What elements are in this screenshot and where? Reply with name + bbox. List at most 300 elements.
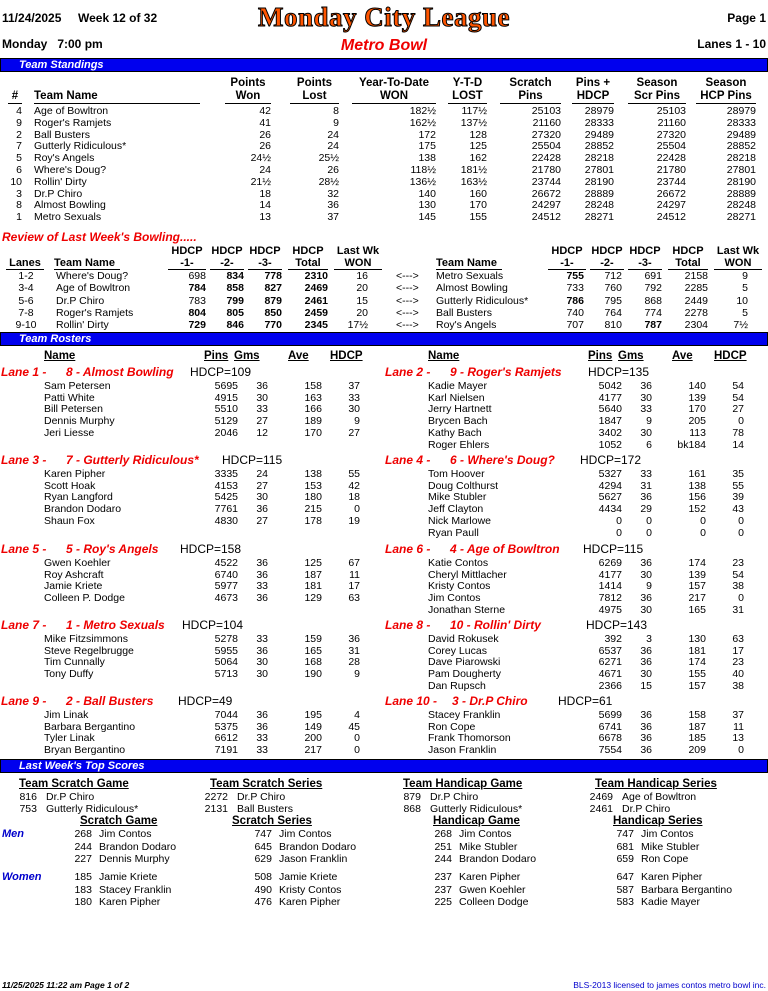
roster-player-games: 36 <box>256 380 268 392</box>
standings-cell: 28271 <box>726 211 756 224</box>
roster-team-hdcp: HDCP=172 <box>580 453 642 467</box>
standings-cell: 25103 <box>531 105 561 117</box>
roster-player-name: Barbara Bergantino <box>44 720 136 733</box>
roster-player-pins: 5510 <box>214 403 238 416</box>
roster-team-name: 4 - Age of Bowltron <box>450 542 560 556</box>
roster-player-pins: 5699 <box>598 709 622 721</box>
standings-cell: 28979 <box>726 105 756 117</box>
review-right-cell: 2449 <box>684 294 708 307</box>
standings-cell: 29489 <box>584 128 614 141</box>
roster-player-games: 36 <box>640 720 652 733</box>
review-arrow: <---> <box>396 306 419 319</box>
roster-player-games: 36 <box>640 557 652 569</box>
standings-cell: 9 <box>333 116 339 129</box>
roster-player-average: 174 <box>688 656 706 669</box>
individual-score-bowler: Jim Contos <box>641 828 694 840</box>
review-right-cell: 10 <box>736 294 748 307</box>
roster-player-average: 155 <box>688 668 706 681</box>
roster-player-hdcp: 9 <box>354 668 360 681</box>
roster-player-average: 158 <box>304 380 322 392</box>
roster-team-hdcp: HDCP=158 <box>180 542 242 556</box>
roster-player-pins: 4975 <box>598 603 622 616</box>
roster-player-hdcp: 0 <box>354 503 360 516</box>
standings-cell: 29489 <box>726 128 756 141</box>
roster-player-name: Roger Ehlers <box>428 438 490 451</box>
roster-player-games: 30 <box>640 668 652 681</box>
roster-player-pins: 6612 <box>214 732 238 745</box>
standings-cell: 21½ <box>250 175 271 188</box>
individual-score-value: 185 <box>74 871 92 883</box>
roster-player-games: 6 <box>646 438 652 451</box>
standings-cell: 28889 <box>584 187 614 200</box>
roster-player-average: 178 <box>304 514 322 527</box>
review-left-cell: 2461 <box>304 294 328 307</box>
review-right-cell: 2158 <box>684 270 708 282</box>
roster-team-hdcp: HDCP=104 <box>182 618 244 632</box>
roster-player-hdcp: 35 <box>732 468 744 480</box>
roster-player-hdcp: 31 <box>348 644 360 657</box>
roster-player-games: 24 <box>256 468 268 480</box>
roster-player-pins: 4177 <box>598 391 622 404</box>
review-right-cell: 2304 <box>684 319 708 332</box>
roster-player-games: 30 <box>256 491 268 504</box>
roster-player-average: 157 <box>688 679 706 692</box>
roster-player-average: bk184 <box>677 438 706 451</box>
review-header-won: Last Wk WON <box>336 245 380 269</box>
individual-score-value: 183 <box>74 883 92 896</box>
roster-player-hdcp: 33 <box>348 391 360 404</box>
roster-player-games: 33 <box>256 633 268 645</box>
review-right-cell: 740 <box>566 306 584 319</box>
roster-player-pins: 4830 <box>214 514 238 527</box>
roster-player-games: 27 <box>256 415 268 428</box>
roster-player-hdcp: 37 <box>732 709 744 721</box>
review-right-cell: 755 <box>566 270 584 282</box>
individual-score-value: 659 <box>616 853 634 866</box>
roster-player-games: 36 <box>640 656 652 669</box>
team-score-title: Team Scratch Game <box>19 778 129 790</box>
roster-player-pins: 3402 <box>598 426 622 439</box>
roster-player-games: 0 <box>646 526 652 539</box>
standings-cell: 24 <box>327 140 339 153</box>
individual-score-bowler: Dennis Murphy <box>99 853 170 866</box>
individual-score-bowler: Gwen Koehler <box>459 883 526 896</box>
review-left-cell: 879 <box>264 294 282 307</box>
roster-player-games: 36 <box>256 592 268 605</box>
standings-cell: 181½ <box>460 164 487 176</box>
roster-player-average: 152 <box>688 503 706 516</box>
team-score-title: Team Handicap Series <box>595 778 717 790</box>
standings-cell: 130 <box>418 199 436 212</box>
standings-cell: Roy's Angels <box>34 152 95 165</box>
lanes-range: Lanes 1 - 10 <box>697 37 766 51</box>
review-lanes: 5-6 <box>18 294 34 307</box>
roster-player-name: Nick Marlowe <box>428 514 492 527</box>
standings-cell: 28979 <box>584 105 614 117</box>
roster-player-hdcp: 19 <box>348 514 360 527</box>
review-header-lanes: Lanes <box>9 257 41 269</box>
team-score-value: 2469 <box>589 791 613 803</box>
standings-cell: 24512 <box>531 211 561 224</box>
team-score-team: Age of Bowltron <box>622 791 697 803</box>
standings-header-underline-0 <box>8 103 22 104</box>
roster-player-name: Karen Pipher <box>44 468 106 480</box>
roster-player-hdcp: 36 <box>348 633 360 645</box>
roster-player-average: 200 <box>304 732 322 745</box>
standings-cell: 26 <box>327 164 339 176</box>
roster-player-name: Scott Hoak <box>44 479 96 492</box>
standings-cell: 37 <box>327 211 339 224</box>
roster-player-name: Bryan Bergantino <box>44 744 126 757</box>
standings-cell: 6 <box>16 164 22 176</box>
review-arrow: <---> <box>396 282 419 295</box>
standings-header-underline-5 <box>448 103 487 104</box>
roster-team-hdcp: HDCP=49 <box>178 694 233 708</box>
standings-cell: 8 <box>16 199 22 212</box>
review-header-team: Team Name <box>436 257 497 269</box>
standings-cell: 28271 <box>584 211 614 224</box>
footer-right: BLS-2013 licensed to james contos metro bowl inc. <box>573 980 766 990</box>
individual-score-title: Handicap Series <box>613 815 703 827</box>
standings-cell: 163½ <box>460 175 487 188</box>
roster-player-average: 185 <box>688 732 706 745</box>
roster-player-hdcp: 0 <box>354 744 360 757</box>
roster-player-average: 209 <box>688 744 706 757</box>
review-left-cell: Age of Bowltron <box>56 282 131 295</box>
roster-player-hdcp: 31 <box>732 603 744 616</box>
review-lanes: 9-10 <box>15 319 37 332</box>
roster-player-average: 174 <box>688 557 706 569</box>
report-date: 11/24/2025 <box>2 11 62 25</box>
footer-left: 11/25/2025 11:22 am Page 1 of 2 <box>2 980 130 990</box>
roster-player-pins: 5627 <box>598 491 622 504</box>
roster-player-average: 159 <box>304 633 322 645</box>
roster-player-hdcp: 23 <box>732 557 744 569</box>
roster-player-average: 180 <box>304 491 322 504</box>
roster-player-hdcp: 9 <box>354 415 360 428</box>
roster-player-games: 12 <box>256 426 268 439</box>
roster-player-hdcp: 0 <box>738 526 744 539</box>
roster-player-games: 27 <box>256 479 268 492</box>
roster-player-average: 195 <box>304 709 322 721</box>
standings-cell: 24½ <box>250 152 271 165</box>
individual-score-bowler: Jamie Kriete <box>99 871 158 883</box>
roster-header-hdcp: HDCP <box>714 350 747 362</box>
review-header-g1: HDCP -1- <box>171 245 203 269</box>
roster-player-name: Bill Petersen <box>44 403 103 416</box>
roster-player-hdcp: 0 <box>738 415 744 428</box>
review-right-cell: 5 <box>742 282 748 295</box>
standings-cell: 28190 <box>584 175 614 188</box>
individual-score-bowler: Jason Franklin <box>279 853 348 866</box>
review-header-g2: HDCP -2- <box>591 245 623 269</box>
roster-player-name: Karl Nielsen <box>428 391 485 404</box>
standings-header-5: Y-T-D LOST <box>452 77 483 102</box>
review-right-cell: 5 <box>742 306 748 319</box>
review-right-cell: 712 <box>604 270 622 282</box>
page-label: Page 1 <box>727 11 766 25</box>
roster-player-pins: 5278 <box>214 633 238 645</box>
roster-player-average: 187 <box>688 720 706 733</box>
review-left-cell: 17½ <box>347 319 368 332</box>
roster-player-name: Sam Petersen <box>44 380 111 392</box>
roster-team-name: 8 - Almost Bowling <box>66 365 174 379</box>
roster-player-games: 36 <box>640 380 652 392</box>
standings-cell: 138 <box>418 152 436 165</box>
roster-player-average: 139 <box>688 391 706 404</box>
review-right-cell: 810 <box>604 319 622 332</box>
roster-team-name: 9 - Roger's Ramjets <box>450 365 562 379</box>
standings-header-underline-4 <box>352 103 436 104</box>
standings-cell: 170 <box>469 199 487 212</box>
roster-team-hdcp: HDCP=143 <box>586 618 648 632</box>
roster-player-hdcp: 13 <box>732 732 744 745</box>
standings-cell: 42 <box>259 105 271 117</box>
review-lanes: 7-8 <box>18 306 34 319</box>
roster-player-hdcp: 0 <box>738 514 744 527</box>
roster-player-hdcp: 27 <box>732 403 744 416</box>
review-right-cell: 868 <box>644 294 662 307</box>
standings-cell: 21160 <box>532 116 561 129</box>
roster-player-pins: 2046 <box>214 426 238 439</box>
roster-player-hdcp: 42 <box>348 479 360 492</box>
roster-player-average: 166 <box>304 403 322 416</box>
roster-player-games: 33 <box>256 403 268 416</box>
standings-header-6: Scratch Pins <box>509 77 552 102</box>
individual-score-value: 225 <box>434 896 452 909</box>
review-header-won: Last Wk WON <box>716 245 760 269</box>
roster-player-hdcp: 0 <box>354 732 360 745</box>
roster-player-hdcp: 54 <box>732 391 744 404</box>
roster-player-average: 170 <box>688 403 706 416</box>
roster-player-hdcp: 17 <box>732 644 744 657</box>
standings-cell: 28218 <box>584 152 614 165</box>
standings-cell: Almost Bowling <box>34 199 106 212</box>
roster-player-average: 113 <box>689 426 706 439</box>
standings-cell: 21160 <box>657 116 686 129</box>
standings-cell: 28333 <box>584 116 614 129</box>
roster-player-average: 125 <box>304 557 322 569</box>
roster-player-pins: 7812 <box>598 592 622 605</box>
roster-player-name: Corey Lucas <box>428 644 487 657</box>
review-arrow: <---> <box>396 270 419 282</box>
roster-player-average: 205 <box>688 415 706 428</box>
individual-score-value: 180 <box>74 896 92 909</box>
standings-cell: 41 <box>259 116 271 129</box>
standings-cell: 4 <box>16 105 22 117</box>
review-header-g3: HDCP -3- <box>629 245 661 269</box>
roster-player-average: 217 <box>304 744 322 757</box>
roster-player-pins: 0 <box>616 514 622 527</box>
roster-header-ave: Ave <box>672 350 693 362</box>
roster-team-hdcp: HDCP=115 <box>222 453 283 467</box>
individual-score-value: 251 <box>434 840 452 853</box>
team-score-title: Team Scratch Series <box>210 778 323 790</box>
individual-score-value: 583 <box>616 896 634 909</box>
roster-player-name: Ryan Paull <box>428 526 479 539</box>
roster-player-name: Mike Stubler <box>428 491 487 504</box>
review-left-cell: 770 <box>264 319 282 332</box>
roster-player-name: Stacey Franklin <box>428 709 501 721</box>
team-score-value: 2131 <box>204 803 228 815</box>
team-score-team: Ball Busters <box>237 803 294 815</box>
roster-player-pins: 4915 <box>214 391 238 404</box>
roster-player-pins: 5977 <box>214 580 238 593</box>
roster-player-hdcp: 45 <box>348 720 360 733</box>
standings-cell: 27801 <box>584 164 614 176</box>
roster-player-name: Jim Contos <box>428 592 481 605</box>
review-right-cell: 2285 <box>684 282 708 295</box>
roster-header-name: Name <box>44 350 76 362</box>
roster-team-name: 7 - Gutterly Ridiculous* <box>66 453 199 467</box>
review-right-cell: Gutterly Ridiculous* <box>436 294 529 307</box>
standings-cell: 145 <box>418 211 436 224</box>
roster-team-hdcp: HDCP=135 <box>588 365 650 379</box>
review-left-cell: 20 <box>356 306 368 319</box>
review-left-cell: 805 <box>226 306 244 319</box>
roster-player-average: 168 <box>304 656 322 669</box>
review-header-total: HDCP Total <box>292 245 324 269</box>
roster-player-name: David Rokusek <box>428 633 499 645</box>
roster-player-games: 36 <box>256 709 268 721</box>
roster-player-average: 215 <box>304 503 322 516</box>
standings-cell: 23744 <box>531 175 561 188</box>
standings-cell: 21780 <box>531 164 561 176</box>
review-left-cell: 858 <box>226 282 244 295</box>
roster-player-pins: 5375 <box>214 720 238 733</box>
roster-player-name: Ryan Langford <box>44 491 113 504</box>
standings-cell: 25103 <box>656 105 686 117</box>
standings-cell: 26672 <box>656 187 686 200</box>
standings-cell: Rollin' Dirty <box>34 175 87 188</box>
individual-score-bowler: Brandon Dodaro <box>279 840 357 853</box>
standings-cell: 28248 <box>726 199 756 212</box>
standings-cell: 27320 <box>531 128 561 141</box>
individual-score-value: 268 <box>74 828 92 840</box>
individual-score-bowler: Colleen Dodge <box>459 896 529 909</box>
roster-lane-label: Lane 10 - <box>385 694 438 708</box>
roster-player-average: 0 <box>700 514 706 527</box>
standings-cell: 117½ <box>461 105 487 117</box>
standings-cell: 162 <box>469 152 487 165</box>
roster-team-hdcp: HDCP=61 <box>558 694 613 708</box>
roster-player-name: Tom Hoover <box>428 468 485 480</box>
review-header-total: HDCP Total <box>672 245 704 269</box>
roster-player-hdcp: 28 <box>348 656 360 669</box>
roster-player-pins: 6741 <box>598 720 622 733</box>
roster-player-pins: 5713 <box>214 668 238 681</box>
roster-player-hdcp: 54 <box>732 380 744 392</box>
standings-cell: 140 <box>418 187 436 200</box>
roster-player-hdcp: 43 <box>732 503 744 516</box>
review-right-cell: 7½ <box>733 319 748 332</box>
roster-player-hdcp: 27 <box>348 426 360 439</box>
individual-score-value: 647 <box>616 871 634 883</box>
individual-score-value: 476 <box>254 896 272 909</box>
roster-player-pins: 4177 <box>598 568 622 581</box>
review-right-cell: 792 <box>644 282 662 295</box>
roster-player-average: 165 <box>304 644 322 657</box>
roster-player-average: 138 <box>688 479 706 492</box>
individual-score-value: 237 <box>434 883 452 896</box>
individual-score-value: 587 <box>616 883 634 896</box>
team-rosters-bar: Team Rosters <box>0 332 768 346</box>
review-left-cell: 846 <box>226 319 244 332</box>
standings-header-1: Team Name <box>34 90 98 102</box>
roster-player-games: 33 <box>256 732 268 745</box>
roster-player-games: 30 <box>256 656 268 669</box>
roster-player-pins: 7044 <box>214 709 238 721</box>
roster-player-pins: 6271 <box>598 656 622 669</box>
roster-player-pins: 1052 <box>598 438 622 451</box>
standings-cell: 175 <box>418 140 436 153</box>
roster-player-average: 138 <box>304 468 322 480</box>
individual-score-bowler: Mike Stubler <box>459 840 518 853</box>
individual-score-bowler: Karen Pipher <box>279 896 341 909</box>
roster-player-hdcp: 30 <box>348 403 360 416</box>
review-right-cell: Ball Busters <box>436 306 493 319</box>
roster-player-games: 0 <box>646 514 652 527</box>
roster-player-pins: 4153 <box>214 479 238 492</box>
day-time: Monday 7:00 pm <box>2 37 103 51</box>
bowling-center: Metro Bowl <box>340 37 428 54</box>
team-score-team: Dr.P Chiro <box>237 791 286 803</box>
roster-team-hdcp: HDCP=109 <box>190 365 252 379</box>
review-right-cell: 760 <box>604 282 622 295</box>
roster-player-hdcp: 38 <box>732 679 744 692</box>
standings-cell: 14 <box>259 199 271 212</box>
team-score-value: 816 <box>19 791 37 803</box>
standings-cell: 22428 <box>531 152 561 165</box>
roster-player-name: Katie Contos <box>428 557 489 569</box>
standings-cell: Where's Doug? <box>34 164 107 176</box>
roster-player-hdcp: 4 <box>354 709 360 721</box>
roster-player-games: 33 <box>640 403 652 416</box>
roster-player-name: Ron Cope <box>428 720 476 733</box>
individual-score-bowler: Kadie Mayer <box>641 896 700 909</box>
standings-cell: 28248 <box>584 199 614 212</box>
standings-cell: 23744 <box>656 175 686 188</box>
standings-header-7: Pins + HDCP <box>575 77 611 102</box>
roster-player-hdcp: 40 <box>732 668 744 681</box>
roster-header-pins: Pins <box>588 350 613 362</box>
review-left-cell: 2459 <box>304 306 328 319</box>
standings-cell: 32 <box>327 187 339 200</box>
review-left-cell: Dr.P Chiro <box>56 294 105 307</box>
roster-header-gms: Gms <box>618 350 644 362</box>
roster-player-name: Dennis Murphy <box>44 415 115 428</box>
roster-player-average: 157 <box>688 580 706 593</box>
review-right-cell: 774 <box>644 306 662 319</box>
review-right-cell: Almost Bowling <box>436 282 508 295</box>
team-score-value: 753 <box>19 803 37 815</box>
league-title: Monday City League <box>258 2 510 32</box>
team-score-team: Dr.P Chiro <box>622 803 671 815</box>
men-label: Men <box>2 828 24 840</box>
week-label: Week 12 of 32 <box>78 11 158 25</box>
standings-cell: 3 <box>16 187 22 200</box>
roster-player-hdcp: 14 <box>732 438 744 451</box>
roster-player-name: Pam Dougherty <box>428 668 501 681</box>
review-left-cell: 2310 <box>304 270 328 282</box>
roster-player-name: Frank Thomorson <box>428 732 511 745</box>
roster-player-average: 153 <box>304 479 322 492</box>
review-left-cell: 799 <box>226 294 244 307</box>
roster-player-games: 30 <box>640 391 652 404</box>
standings-header-underline-3 <box>290 103 339 104</box>
roster-player-pins: 392 <box>604 633 622 645</box>
roster-player-average: 129 <box>304 592 322 605</box>
